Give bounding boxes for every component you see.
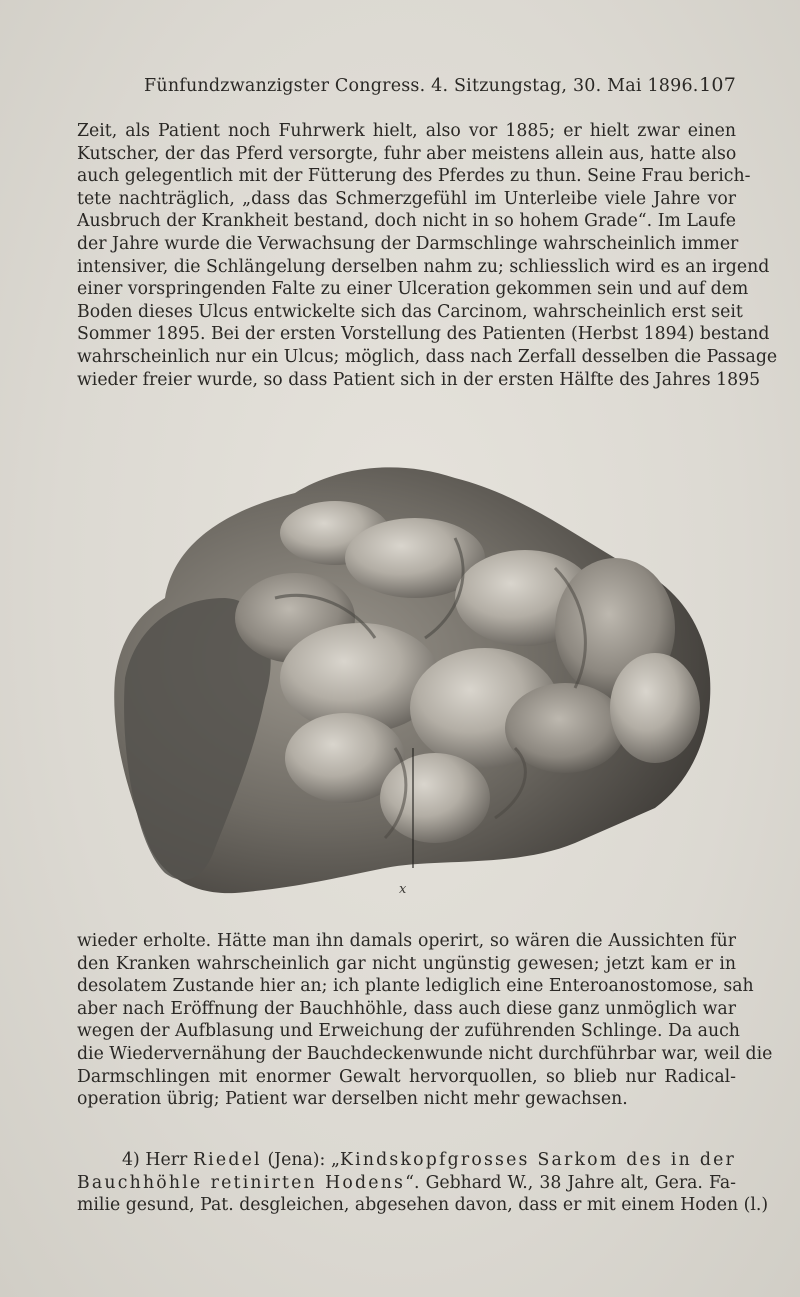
- paragraph-middle: [77, 930, 773, 1111]
- text-line-rest: “. Gebhard W., 38 Jahre alt, Gera. Fa-: [405, 1172, 737, 1193]
- text-line: intensiver, die Schlängelung derselben nahm zu; schliesslich wird es an irgend: [77, 256, 770, 277]
- intestine-illustration: [95, 448, 717, 906]
- text-line: Zeit, als Patient noch Fuhrwerk hielt, also vor 1885; er hielt zwar einen: [77, 121, 736, 141]
- text-line: einer vorspringenden Falte zu einer Ulceration gekommen sein und auf dem: [77, 279, 749, 300]
- text-line: desolatem Zustande hier an; ich plante lediglich eine Enteroanostomose, sah: [77, 976, 754, 997]
- paragraph-bottom: [77, 1149, 769, 1217]
- text-line: [77, 1172, 736, 1195]
- text-line: die Wiedervernähung der Bauchdeckenwunde nicht durchführbar war, weil die: [77, 1043, 773, 1064]
- text-line: auch gelegentlich mit der Fütterung des Pferdes zu thun. Seine Frau berich-: [77, 166, 751, 187]
- text-line: Boden dieses Ulcus entwickelte sich das Carcinom, wahrscheinlich erst seit: [77, 301, 743, 322]
- talk-title-cont: Bauchhöhle retinirten Hodens: [77, 1172, 406, 1193]
- running-title: Fünfundzwanzigster Congress. 4. Sitzungstag, 30. Mai 1896.: [144, 76, 699, 96]
- text-line: [77, 1149, 736, 1172]
- text-line: wegen der Aufblasung und Erweichung der zuführenden Schlinge. Da auch: [77, 1021, 740, 1042]
- text-line: der Jahre wurde die Verwachsung der Darmschlinge wahrscheinlich immer: [77, 233, 739, 254]
- text-line: Kutscher, der das Pferd versorgte, fuhr aber meistens allein aus, hatte also: [77, 143, 737, 164]
- text-line: wieder erholte. Hätte man ihn damals operirt, so wären die Aussichten für: [77, 931, 736, 951]
- text-line: Ausbruch der Krankheit bestand, doch nicht in so hohem Grade“. Im Laufe: [77, 211, 736, 232]
- intestine-drawing: [95, 448, 717, 906]
- text-line: aber nach Eröffnung der Bauchhöhle, dass auch diese ganz unmöglich war: [77, 998, 736, 1019]
- speaker-name: Riedel: [192, 1150, 262, 1170]
- page-number: 107: [699, 74, 736, 96]
- figure-label: x: [399, 882, 407, 897]
- running-header: [144, 74, 736, 96]
- text-line: operation übrig; Patient war derselben nicht mehr gewachsen.: [77, 1089, 628, 1110]
- talk-title: Kindskopfgrosses Sarkom des in der: [340, 1150, 736, 1170]
- text-line: den Kranken wahrscheinlich gar nicht ungünstig gewesen; jetzt kam er in: [77, 953, 736, 974]
- item-prefix: 4) Herr: [122, 1150, 193, 1170]
- text-line: Sommer 1895. Bei der ersten Vorstellung des Patienten (Herbst 1894) bestand: [77, 324, 770, 345]
- text-line: milie gesund, Pat. desgleichen, abgesehen davon, dass er mit einem Hoden (l.): [77, 1195, 769, 1216]
- text-line: tete nachträglich, „dass das Schmerzgefühl im Unterleibe viele Jahre vor: [77, 188, 736, 209]
- paragraph-top: [77, 120, 778, 391]
- speaker-place: (Jena): „: [261, 1150, 340, 1170]
- text-line: wieder freier wurde, so dass Patient sich in der ersten Hälfte des Jahres 1895: [77, 369, 761, 390]
- text-line: Darmschlingen mit enormer Gewalt hervorquollen, so blieb nur Radical-: [77, 1066, 736, 1087]
- text-line: wahrscheinlich nur ein Ulcus; möglich, dass nach Zerfall desselben die Passage: [77, 346, 778, 367]
